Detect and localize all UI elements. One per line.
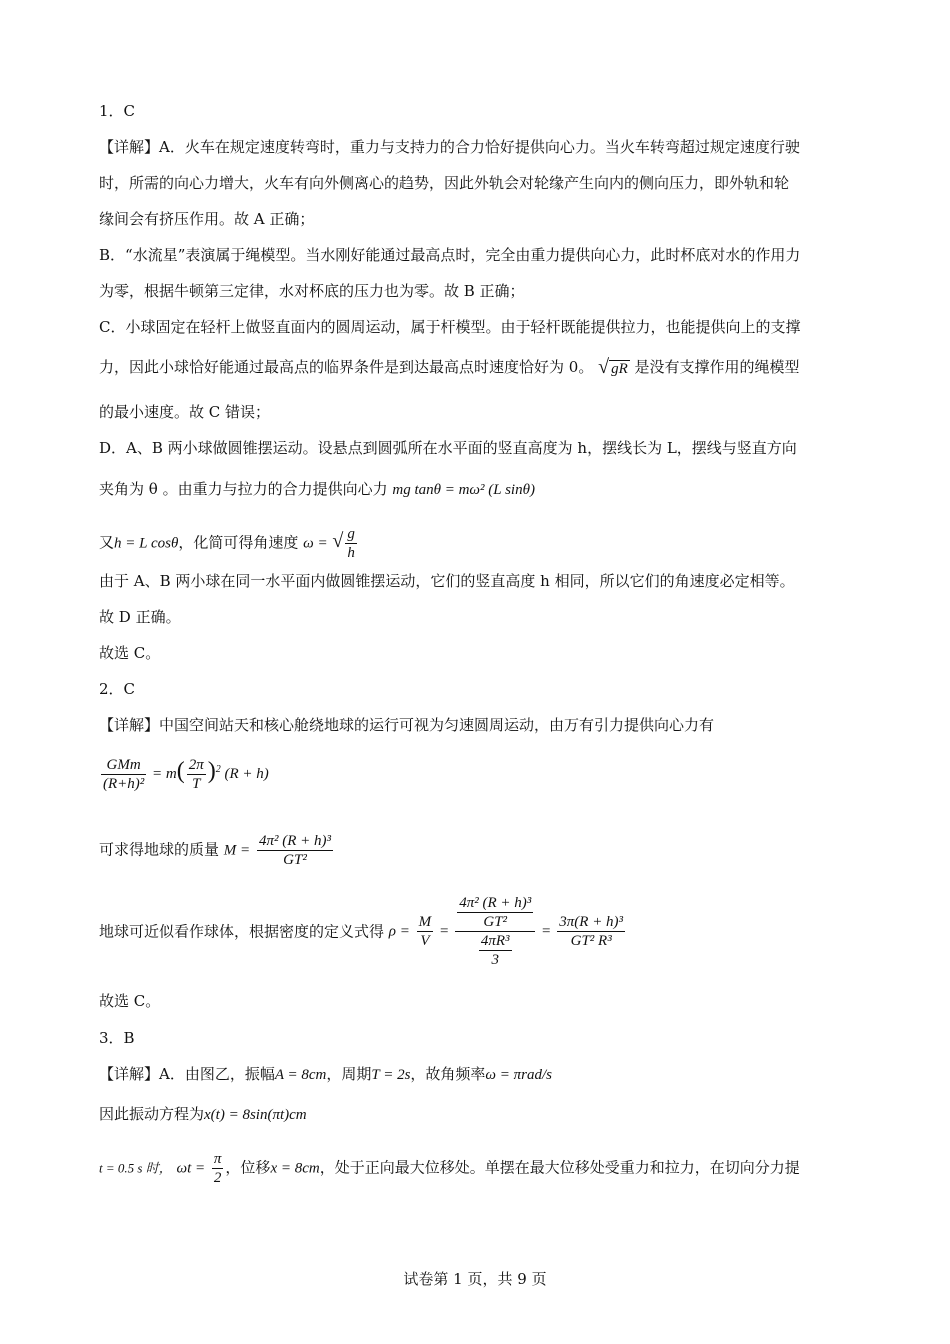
- pi-over-2: $\frac{\pi}{2}$: [213, 1151, 222, 1186]
- q1-para-c1: C．小球固定在轻杆上做竖直面内的圆周运动，属于杆模型。由于轻杆既能提供拉力，也能提供向上的支撑: [99, 318, 801, 336]
- q1-para-a3: 缘间会有挤压作用。故 A 正确；: [99, 210, 315, 228]
- q2-answer: 故选 C。: [99, 992, 161, 1010]
- q1-para-d4: 由于 A、B 两小球在同一水平面内做圆锥摆运动，它们的竖直高度 h 相同，所以它们的角速度必定相等。: [99, 572, 795, 590]
- q1-d3-eq1: h = L cosθ: [114, 535, 179, 552]
- q1-number: 1．C: [99, 102, 136, 120]
- q1-para-d2: [99, 478, 535, 501]
- q1-para-d5: 故 D 正确。: [99, 608, 181, 626]
- page-footer: 试卷第 1 页，共 9 页: [403, 1270, 547, 1288]
- q1-para-b1: B．“水流星”表演属于绳模型。当水刚好能通过最高点时，完全由重力提供向心力，此时杯底对水的作用力: [99, 246, 801, 264]
- q1-para-d1: D．A、B 两小球做圆锥摆运动。设悬点到圆弧所在水平面的竖直高度为 h，摆线长为 L，摆线与竖直方向: [99, 439, 797, 457]
- sqrt-gR: √ gR: [598, 356, 628, 378]
- q2-para-3: 地球可近似看作球体，根据密度的定义式得 ρ = $\frac{M}{V}$ = $\frac{\frac{\text{4π² (R + h)³}}{\text{GT²}}}{\frac{\text{4πR³}}{3}}$ = $\frac{\text{3π(R + h)³}}{\text{GT² R³}}$: [99, 895, 624, 968]
- q2-number: 2．C: [99, 680, 136, 698]
- q2-para-1: 【详解】中国空间站天和核心舱绕地球的运行可视为匀速圆周运动，由万有引力提供向心力有: [99, 716, 715, 734]
- q1-para-c2: [99, 356, 800, 380]
- q1-c2-text: 力，因此小球恰好能通过最高点的临界条件是到达最高点时速度恰好为 0。: [99, 358, 594, 376]
- q1-para-d3: [99, 525, 359, 562]
- q1-d3-eq2: ω =: [303, 535, 328, 552]
- mass-fraction: $\frac{\text{4π² (R + h)³}}{\text{GT²}}$: [258, 833, 331, 868]
- q1-para-b2: 为零，根据牛顿第三定律，水对杯底的压力也为零。故 B 正确；: [99, 282, 525, 300]
- q1-para-a2: 时，所需的向心力增大，火车有向外侧离心的趋势，因此外轨会对轮缘产生向内的侧向压力，即外轨和轮: [99, 174, 790, 192]
- q1-para-c3: 的最小速度。故 C 错误；: [99, 403, 271, 421]
- q1-c2-tail: 是没有支撑作用的绳模型: [634, 358, 800, 376]
- q2-para-2: 可求得地球的质量 M = $\frac{\text{4π² (R + h)³}}{\text{GT²}}$: [99, 833, 331, 868]
- q2-equation-1: $\frac{\text{GMm}}{\text{(R+h)²}}$ = m( $\frac{2\pi}{T}$ )$^2$ (R + h): [103, 757, 269, 792]
- density-fraction-2: $\frac{\frac{\text{4π² (R + h)³}}{\text{GT²}}}{\frac{\text{4πR³}}{3}}$: [455, 894, 535, 969]
- q3-para-1: 【详解】A．由图乙，振幅A = 8cm，周期T = 2s，故角频率ω = πrad/s: [99, 1065, 552, 1083]
- q1-para-a1: 【详解】A．火车在规定速度转弯时，重力与支持力的合力恰好提供向心力。当火车转弯超过规定速度行驶: [99, 138, 800, 156]
- sqrt-g-over-h: √ $\frac{g}{h}$: [332, 526, 355, 561]
- q1-answer: 故选 C。: [99, 644, 161, 662]
- q1-d3-b: ，化简可得角速度: [178, 533, 299, 552]
- q3-para-3: t = 0.5 s 时， ωt = $\frac{\pi}{2}$ ，位移x = 8cm，处于正向最大位移处。单摆在最大位移处受重力和拉力，在切向分力提: [99, 1151, 800, 1186]
- q1-d2-text: 夹角为 θ 。由重力与拉力的合力提供向心力: [99, 480, 388, 498]
- q1-d3-a: 又: [99, 533, 115, 552]
- q3-number: 3．B: [99, 1029, 135, 1047]
- density-fraction-1: $\frac{M}{V}$: [418, 914, 432, 949]
- q1-d2-equation: mg tanθ = mω² (L sinθ): [392, 482, 535, 498]
- q3-para-2: 因此振动方程为x(t) = 8sin(πt)cm: [99, 1105, 307, 1123]
- density-fraction-3: $\frac{\text{3π(R + h)³}}{\text{GT² R³}}$: [559, 914, 624, 949]
